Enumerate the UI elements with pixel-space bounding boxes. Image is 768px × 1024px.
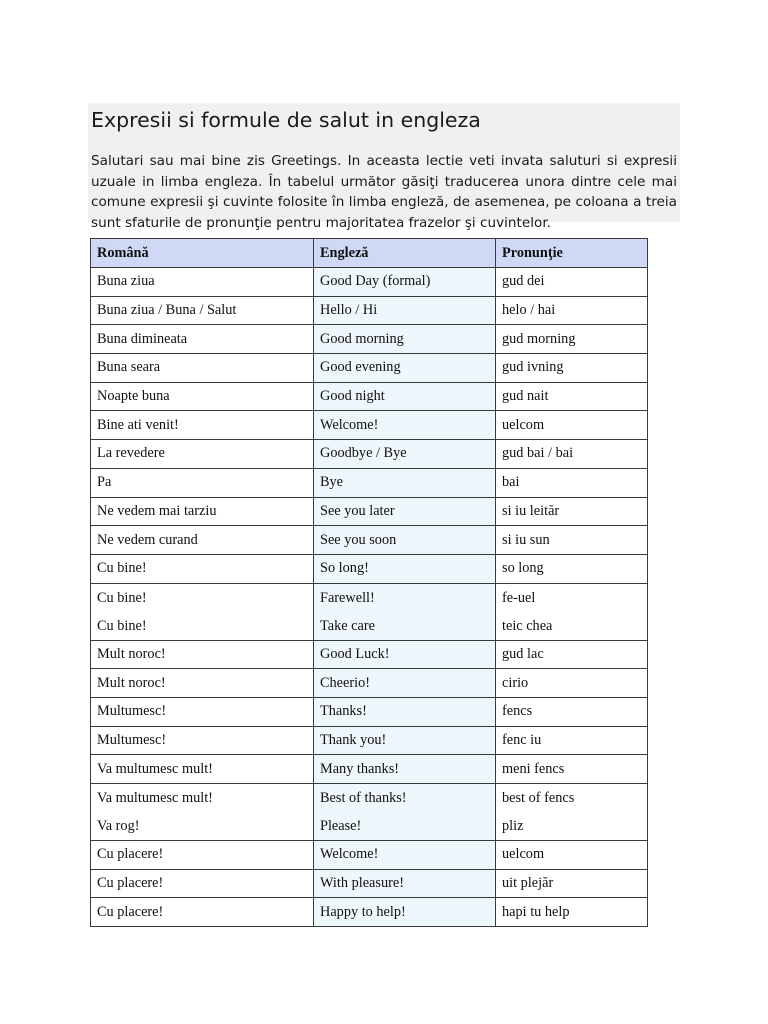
cell-pronuntie: uelcom — [496, 411, 648, 440]
cell-pronuntie: gud ivning — [496, 354, 648, 383]
table-row — [91, 898, 648, 927]
cell-engleza: Good night — [314, 382, 496, 411]
table-row — [91, 468, 648, 497]
cell-pronuntie: helo / hai — [496, 296, 648, 325]
header-engleza: Engleză — [314, 239, 496, 268]
cell-pronuntie: uelcom — [496, 841, 648, 870]
cell-line: Best of thanks! — [320, 790, 407, 806]
cell-engleza: Welcome! — [314, 841, 496, 870]
cell-romana: Noapte buna — [91, 382, 314, 411]
table-row — [91, 440, 648, 469]
header-romana: Română — [91, 239, 314, 268]
intro-section — [88, 103, 680, 231]
table-row — [91, 354, 648, 383]
cell-pronuntie: fencs — [496, 697, 648, 726]
table-row — [91, 382, 648, 411]
cell-engleza: Good evening — [314, 354, 496, 383]
cell-romana: Cu placere! — [91, 898, 314, 927]
table-row — [91, 841, 648, 870]
cell-engleza: Hello / Hi — [314, 296, 496, 325]
cell-romana: Va multumesc mult! — [91, 755, 314, 784]
cell-romana: Multumesc! — [91, 726, 314, 755]
cell-engleza: Thanks! — [314, 697, 496, 726]
cell-romana: Pa — [91, 468, 314, 497]
table-row — [91, 583, 648, 640]
cell-line: Cu bine! — [97, 589, 147, 606]
cell-romana: Multumesc! — [91, 697, 314, 726]
page-title: Expresii si formule de salut in engleza — [91, 108, 481, 132]
cell-pronuntie — [496, 784, 648, 841]
cell-engleza: See you later — [314, 497, 496, 526]
cell-romana: Cu bine! — [91, 554, 314, 583]
cell-romana: Mult noroc! — [91, 640, 314, 669]
table-row — [91, 697, 648, 726]
cell-romana: Buna ziua — [91, 268, 314, 297]
intro-paragraph: Salutari sau mai bine zis Greetings. In aceasta lectie veti invata saluturi si expresii uzuale in limba engleza. În tabelul următor găsiţi traducerea unora dintre cele mai comune expresii şi cuvinte folosite în limba engleză, de asemenea, pe coloana a treia sunt sfaturile de pronunţie pentru majoritatea frazelor şi cuvintelor. — [91, 153, 677, 231]
cell-line: Farewell! — [320, 589, 375, 606]
cell-engleza — [314, 784, 496, 841]
table-row — [91, 755, 648, 784]
cell-romana: Bine ati venit! — [91, 411, 314, 440]
cell-engleza: Thank you! — [314, 726, 496, 755]
cell-line: Cu bine! — [97, 617, 147, 634]
cell-line: teic chea — [502, 617, 553, 634]
cell-engleza: Good morning — [314, 325, 496, 354]
cell-engleza: So long! — [314, 554, 496, 583]
cell-romana: Cu placere! — [91, 869, 314, 898]
cell-romana: Buna seara — [91, 354, 314, 383]
cell-pronuntie: gud bai / bai — [496, 440, 648, 469]
cell-pronuntie: si iu leităr — [496, 497, 648, 526]
cell-pronuntie: gud nait — [496, 382, 648, 411]
cell-romana: Mult noroc! — [91, 669, 314, 698]
cell-romana: Buna ziua / Buna / Salut — [91, 296, 314, 325]
cell-engleza: Goodbye / Bye — [314, 440, 496, 469]
header-pronuntie: Pronunţie — [496, 239, 648, 268]
table-row — [91, 526, 648, 555]
cell-pronuntie: bai — [496, 468, 648, 497]
table-row — [91, 869, 648, 898]
table-row — [91, 325, 648, 354]
cell-pronuntie: gud lac — [496, 640, 648, 669]
table-row — [91, 640, 648, 669]
cell-engleza: With pleasure! — [314, 869, 496, 898]
cell-pronuntie: si iu sun — [496, 526, 648, 555]
greetings-table — [90, 238, 648, 927]
cell-line: Va multumesc mult! — [97, 790, 213, 806]
cell-romana: Ne vedem mai tarziu — [91, 497, 314, 526]
cell-pronuntie: cirio — [496, 669, 648, 698]
table-row — [91, 554, 648, 583]
cell-engleza: Many thanks! — [314, 755, 496, 784]
cell-engleza: Cheerio! — [314, 669, 496, 698]
cell-pronuntie: fenc iu — [496, 726, 648, 755]
table-row — [91, 497, 648, 526]
cell-pronuntie: meni fencs — [496, 755, 648, 784]
cell-line: best of fencs — [502, 790, 575, 806]
table-row — [91, 268, 648, 297]
cell-romana: La revedere — [91, 440, 314, 469]
table-row — [91, 726, 648, 755]
table-row — [91, 296, 648, 325]
cell-line: Take care — [320, 617, 375, 634]
cell-pronuntie: gud morning — [496, 325, 648, 354]
cell-engleza: Happy to help! — [314, 898, 496, 927]
cell-engleza: Welcome! — [314, 411, 496, 440]
cell-romana — [91, 583, 314, 640]
cell-romana: Ne vedem curand — [91, 526, 314, 555]
greetings-table-wrapper — [90, 238, 648, 927]
cell-pronuntie: so long — [496, 554, 648, 583]
table-row — [91, 784, 648, 841]
table-row — [91, 411, 648, 440]
cell-engleza: Good Luck! — [314, 640, 496, 669]
table-row — [91, 669, 648, 698]
cell-line: pliz — [502, 818, 524, 834]
cell-line: Please! — [320, 818, 362, 834]
cell-pronuntie — [496, 583, 648, 640]
cell-engleza: Bye — [314, 468, 496, 497]
cell-line: fe-uel — [502, 589, 536, 606]
table-header-row — [91, 239, 648, 268]
cell-engleza: Good Day (formal) — [314, 268, 496, 297]
cell-romana — [91, 784, 314, 841]
cell-pronuntie: hapi tu help — [496, 898, 648, 927]
cell-pronuntie: uit plejăr — [496, 869, 648, 898]
cell-engleza: See you soon — [314, 526, 496, 555]
cell-romana: Cu placere! — [91, 841, 314, 870]
cell-pronuntie: gud dei — [496, 268, 648, 297]
cell-romana: Buna dimineata — [91, 325, 314, 354]
cell-engleza — [314, 583, 496, 640]
cell-line: Va rog! — [97, 818, 140, 834]
